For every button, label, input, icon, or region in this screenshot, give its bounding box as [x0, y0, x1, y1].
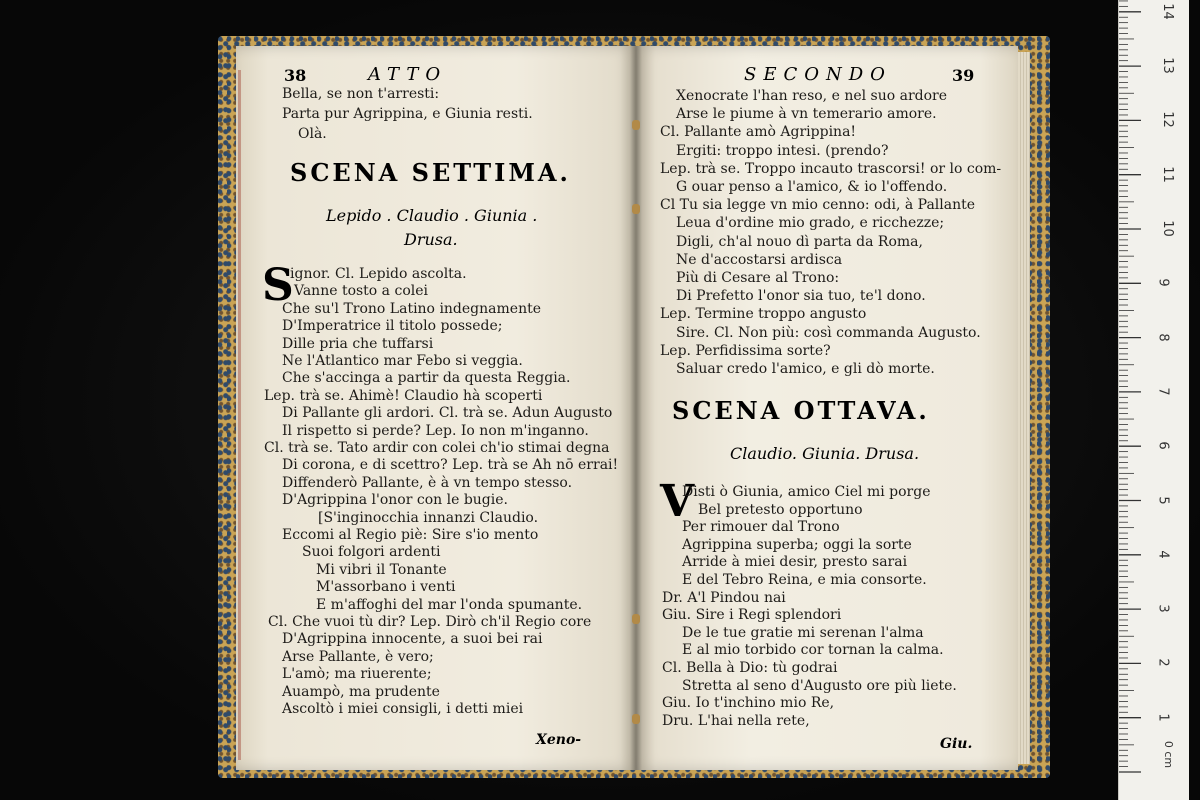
- right-cast-line: Claudio. Giunia. Drusa.: [730, 444, 920, 463]
- ruler-number: 3: [1155, 604, 1171, 613]
- verse-line: Xenocrate l'han reso, e nel suo ardore: [676, 88, 948, 104]
- left-cast-line-1: Lepido . Claudio . Giunia .: [326, 206, 538, 225]
- verse-line: Mi vibri il Tonante: [316, 561, 447, 578]
- verse-line: Bella, se non t'arresti:: [282, 86, 440, 102]
- binding-stitch: [632, 120, 640, 130]
- verse-line: Digli, ch'al nouo dì parta da Roma,: [676, 233, 923, 250]
- verse-line: Saluar credo l'amico, e gli dò morte.: [676, 361, 935, 377]
- verse-line: E m'affoghi del mar l'onda spumante.: [316, 596, 583, 613]
- verse-line: D'Imperatrice il titolo possede;: [282, 318, 503, 335]
- verse-line: D'Agrippina innocente, a suoi bei rai: [282, 631, 543, 648]
- verse-line: Cl Tu sia legge vn mio cenno: odi, à Pallante: [660, 197, 976, 214]
- verse-line: Diffenderò Pallante, è à vn tempo stesso.: [282, 474, 573, 491]
- verse-line: Disti ò Giunia, amico Ciel mi porge: [682, 484, 931, 500]
- verse-line: Dr. A'l Pindou nai: [662, 589, 786, 606]
- ruler-number: 11: [1159, 165, 1175, 183]
- verse-line: E del Tebro Reina, e mia consorte.: [682, 572, 927, 588]
- verse-line: Ne l'Atlantico mar Febo si veggia.: [282, 353, 523, 369]
- verse-line: Il rispetto si perde? Lep. Io non m'inganno.: [282, 422, 589, 439]
- verse-line: Parta pur Agrippina, e Giunia resti.: [282, 106, 533, 122]
- verse-line: M'assorbano i venti: [316, 579, 456, 596]
- red-page-edge: [238, 70, 241, 760]
- verse-line: Cl. Che vuoi tù dir? Lep. Dirò ch'il Regio core: [268, 614, 592, 630]
- right-drop-cap: V: [660, 476, 695, 527]
- left-folio: 38: [284, 66, 307, 85]
- verse-line: Lep. Perfidissima sorte?: [660, 342, 831, 359]
- ruler-number: 4: [1155, 550, 1171, 559]
- ruler-number: 5: [1155, 495, 1171, 505]
- verse-line: Di Pallante gli ardori. Cl. trà se. Adun Augusto: [282, 405, 613, 422]
- verse-line: Dru. L'hai nella rete,: [662, 712, 810, 729]
- verse-line: G ouar penso a l'amico, & io l'offendo.: [676, 179, 948, 195]
- ruler-number: 9: [1155, 278, 1171, 287]
- verse-line: Lep. trà se. Ahimè! Claudio hà scoperti: [264, 387, 543, 404]
- verse-line: Sire. Cl. Non più: così commanda Augusto.: [676, 324, 981, 341]
- ruler-number: 1: [1155, 713, 1171, 722]
- verse-line: Olà.: [298, 126, 327, 142]
- ruler-number: 6: [1155, 441, 1171, 450]
- right-running-head: SECONDO: [744, 64, 892, 85]
- ruler-unit-label: 0 cm: [1162, 740, 1176, 769]
- right-folio: 39: [952, 66, 975, 85]
- verse-line: Cl. trà se. Tato ardir con colei ch'io stimai degna: [264, 440, 610, 456]
- verse-line: Cl. Bella à Dio: tù godrai: [662, 660, 838, 676]
- left-catchword: Xeno-: [536, 732, 582, 748]
- verse-line: Di corona, e di scettro? Lep. trà se Ah nō errai!: [282, 457, 619, 474]
- measuring-ruler: [1118, 0, 1189, 800]
- verse-line: De le tue gratie mi serenan l'alma: [682, 624, 924, 641]
- verse-line: D'Agrippina l'onor con le bugie.: [282, 492, 508, 509]
- ruler-number: 14: [1159, 3, 1175, 20]
- ruler-number: 12: [1159, 111, 1175, 129]
- verse-line: Ascoltò i miei consigli, i detti miei: [282, 701, 524, 717]
- verse-line: Suoi folgori ardenti: [302, 544, 441, 561]
- binding-stitch: [632, 614, 640, 624]
- ruler-number: 7: [1155, 387, 1171, 396]
- book-gutter: [630, 46, 642, 770]
- verse-line: Di Prefetto l'onor sia tuo, te'l dono.: [676, 288, 926, 305]
- verse-line: Lep. Termine troppo angusto: [660, 306, 867, 323]
- binding-stitch: [632, 204, 640, 214]
- verse-line: Che su'l Trono Latino indegnamente: [282, 300, 541, 317]
- verse-line: Più di Cesare al Trono:: [676, 270, 840, 286]
- verse-line: Che s'accinga a partir da questa Reggia.: [282, 370, 571, 387]
- right-scene-heading: SCENA OTTAVA.: [672, 396, 930, 425]
- verse-line: Auampò, ma prudente: [282, 683, 440, 700]
- binding-stitch: [632, 714, 640, 724]
- left-cast-line-2: Drusa.: [404, 230, 458, 249]
- verse-line: [S'inginocchia innanzi Claudio.: [318, 509, 539, 526]
- verse-line: Eccomi al Regio piè: Sire s'io mento: [282, 527, 539, 543]
- verse-line: Giu. Io t'inchino mio Re,: [662, 695, 835, 712]
- ruler-number: 10: [1159, 220, 1175, 237]
- verse-line: Arse Pallante, è vero;: [282, 648, 434, 665]
- verse-line: E al mio torbido cor tornan la calma.: [682, 642, 944, 659]
- verse-line: Lep. trà se. Troppo incauto trascorsi! or lo com-: [660, 160, 1002, 177]
- verse-line: Bel pretesto opportuno: [698, 501, 863, 518]
- left-scene-heading: SCENA SETTIMA.: [290, 158, 571, 187]
- verse-line: Giu. Sire i Regi splendori: [662, 607, 842, 624]
- verse-line: L'amò; ma riuerente;: [282, 666, 432, 683]
- verse-line: ignor. Cl. Lepido ascolta.: [290, 266, 467, 282]
- ruler-number: 8: [1155, 332, 1171, 342]
- verse-line: Ergiti: troppo intesi. (prendo?: [676, 142, 889, 159]
- page-block-edge: [1018, 52, 1030, 764]
- ruler-number: 2: [1155, 658, 1171, 668]
- verse-line: Cl. Pallante amò Agrippina!: [660, 124, 857, 141]
- verse-line: Dille pria che tuffarsi: [282, 335, 434, 352]
- ruler-ticks: [1119, 0, 1189, 800]
- verse-line: Arride à miei desir, presto sarai: [682, 554, 908, 571]
- ruler-number: 13: [1159, 57, 1175, 74]
- verse-line: Arse le piume à vn temerario amore.: [676, 106, 937, 123]
- verse-line: Vanne tosto a colei: [294, 283, 428, 300]
- left-running-head: ATTO: [368, 64, 448, 85]
- right-catchword: Giu.: [940, 736, 973, 752]
- verse-line: Per rimouer dal Trono: [682, 519, 840, 536]
- verse-line: Agrippina superba; oggi la sorte: [682, 536, 912, 553]
- left-drop-cap: S: [262, 260, 294, 311]
- verse-line: Stretta al seno d'Augusto ore più liete.: [682, 677, 957, 694]
- verse-line: Leua d'ordine mio grado, e ricchezze;: [676, 215, 945, 232]
- verse-line: Ne d'accostarsi ardisca: [676, 251, 843, 268]
